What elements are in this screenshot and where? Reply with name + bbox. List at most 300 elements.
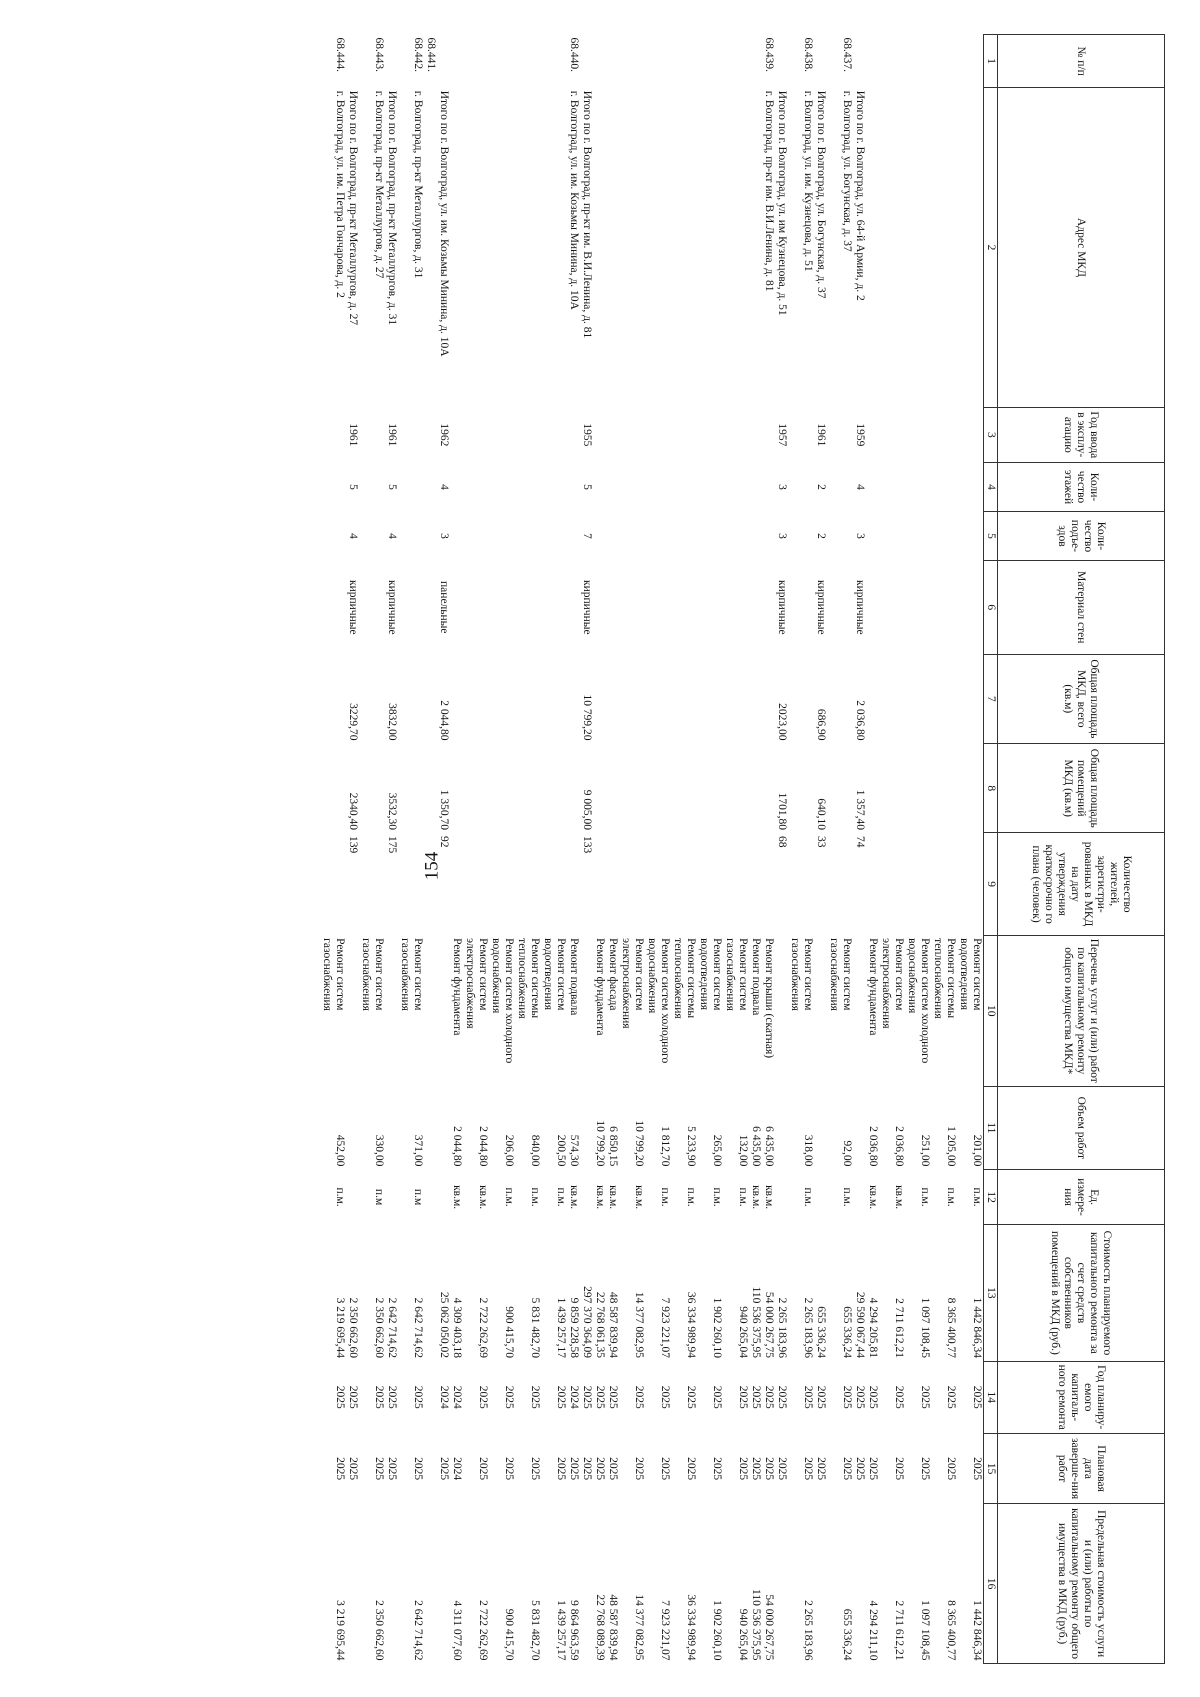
cell-col-5	[671, 511, 697, 560]
cell-col-12: п.м.	[945, 1187, 957, 1207]
cell-col-3	[957, 407, 984, 462]
cell-col-6	[463, 560, 489, 654]
table-row	[567, 35, 580, 1664]
cell-col-2	[541, 88, 567, 407]
cell-col-11: 6 435,00	[763, 1126, 775, 1167]
cell-col-5	[723, 511, 749, 560]
cell-col-4	[424, 463, 437, 512]
cell-col-13: 900 415,70	[503, 1306, 515, 1359]
table-row	[489, 35, 515, 1664]
page-number: 154	[421, 851, 443, 881]
cell-col-4	[450, 463, 463, 512]
cell-col-13: 2 642 714,62	[412, 1297, 424, 1359]
cell-col-9	[450, 833, 463, 935]
cell-col-13: 1 902 260,10	[711, 1297, 723, 1359]
cell-col-1	[931, 35, 957, 88]
cell-col-13: 2 642 714,62	[386, 1297, 398, 1359]
cell-col-14: 2025	[529, 1385, 541, 1409]
cell-col-13: 9 859 228,58	[568, 1297, 580, 1359]
cell-col-8: 1 350,70	[438, 789, 450, 830]
cell-col-8	[619, 744, 645, 833]
cell-col-6	[762, 560, 775, 654]
cell-col-14: 2024	[568, 1385, 580, 1409]
cell-col-9	[619, 833, 645, 935]
cell-col-5	[697, 511, 723, 560]
cell-col-10: Ремонт систем холодного водоснабжения	[490, 938, 515, 1064]
cell-col-1	[463, 35, 489, 88]
cell-col-5	[593, 511, 606, 560]
cell-col-13: 655 336,24	[815, 1306, 827, 1359]
cell-col-7	[723, 654, 749, 743]
cell-col-3: 1961	[815, 423, 827, 447]
cell-col-9: 133	[581, 835, 593, 854]
cell-col-4	[645, 463, 671, 512]
cell-col-1	[749, 35, 762, 88]
cell-col-14: 2025	[893, 1385, 905, 1409]
column-number: 11	[984, 1086, 998, 1169]
cell-col-12	[814, 1169, 827, 1224]
cell-col-15: 2025	[568, 1457, 580, 1481]
cell-col-5	[398, 511, 424, 560]
cell-col-12: п.м.	[919, 1187, 931, 1207]
table-row	[359, 35, 385, 1664]
cell-col-13: 22 768 061,35	[594, 1291, 606, 1359]
header-cell: Предельная стоимость услуги и (или) работы по капитальному ремонту общего имущества в МКД (руб.)	[998, 1504, 1165, 1664]
cell-col-9	[788, 833, 814, 935]
cell-col-5	[515, 511, 541, 560]
cell-col-13: 54 000 267,75	[763, 1291, 775, 1359]
cell-col-4	[723, 463, 749, 512]
cell-col-8	[931, 744, 957, 833]
cell-col-4	[567, 463, 580, 512]
cell-col-15: 2025	[529, 1457, 541, 1481]
cell-col-5: 3	[854, 533, 866, 539]
cell-col-13: 2 265 183,96	[776, 1297, 788, 1359]
cell-col-16: 2 711 612,21	[893, 1600, 905, 1661]
cell-col-15: 2025	[386, 1457, 398, 1481]
cell-col-11: 251,00	[919, 1134, 931, 1167]
cell-col-1	[775, 35, 788, 88]
cell-col-1	[957, 35, 984, 88]
cell-col-6	[723, 560, 749, 654]
cell-col-14: 2025	[841, 1385, 853, 1409]
cell-col-1	[905, 35, 931, 88]
table-row	[385, 35, 398, 1664]
cell-col-13: 2 711 612,21	[893, 1298, 905, 1359]
cell-col-12: кв.м.	[750, 1185, 762, 1210]
cell-col-13: 25 062 050,02	[438, 1291, 450, 1359]
cell-col-13: 4 309 403,18	[451, 1297, 463, 1359]
cell-col-11: 330,00	[373, 1134, 385, 1167]
cell-col-11: 201,00	[971, 1134, 983, 1167]
cell-col-3	[398, 407, 424, 462]
cell-col-14: 2024	[451, 1385, 463, 1409]
cell-col-13: 7 923 221,07	[659, 1297, 671, 1359]
cell-col-2: Итого по г. Волгоград, ул. им Кузнецова, д. 51	[776, 90, 788, 316]
cell-col-1	[619, 35, 645, 88]
cell-col-4	[359, 463, 385, 512]
cell-col-15: 2025	[776, 1457, 788, 1481]
cell-col-7	[606, 654, 619, 743]
cell-col-15: 2025	[438, 1457, 450, 1481]
cell-col-13: 2 722 262,69	[477, 1297, 489, 1359]
cell-col-16: 1 442 846,34	[971, 1600, 983, 1661]
cell-col-5	[463, 511, 489, 560]
table-row	[749, 35, 762, 1664]
cell-col-2: Итого по г. Волгоград, ул. 64-й Армии, д. 2	[854, 90, 866, 301]
table-row	[515, 35, 541, 1664]
cell-col-15: 2025	[919, 1457, 931, 1481]
cell-col-13: 5 831 482,70	[529, 1297, 541, 1359]
cell-col-4	[957, 463, 984, 512]
cell-col-8	[489, 744, 515, 833]
cell-col-5	[450, 511, 463, 560]
cell-col-8	[762, 744, 775, 833]
cell-col-3	[788, 407, 814, 462]
cell-col-15: 2025	[867, 1457, 879, 1481]
cell-col-15: 2025	[750, 1457, 762, 1481]
cell-col-4: 4	[438, 484, 450, 490]
table-row	[827, 35, 853, 1664]
cell-col-7	[905, 654, 931, 743]
cell-col-13: 48 587 839,94	[607, 1291, 619, 1359]
cell-col-14: 2025	[685, 1385, 697, 1409]
cell-col-6	[879, 560, 905, 654]
column-number: 2	[984, 88, 998, 407]
cell-col-4	[619, 463, 645, 512]
cell-col-9	[424, 833, 437, 935]
cell-col-2	[619, 88, 645, 407]
cell-col-14: 2025	[945, 1385, 957, 1409]
cell-col-9	[541, 833, 567, 935]
column-number: 12	[984, 1169, 998, 1224]
cell-col-15: 2025	[594, 1457, 606, 1481]
cell-col-7: 3229,70	[347, 703, 359, 741]
cell-col-10: Ремонт систем электроснабжения	[880, 938, 905, 1029]
cell-col-5	[762, 511, 775, 560]
cell-col-4: 5	[581, 484, 593, 490]
cell-col-4	[866, 463, 879, 512]
cell-col-13: 2 350 662,60	[373, 1297, 385, 1359]
cell-col-7	[879, 654, 905, 743]
cell-col-2	[879, 88, 905, 407]
cell-col-16: 9 864 963,59	[568, 1600, 580, 1661]
cell-col-11: 574,30	[568, 1134, 580, 1167]
cell-col-12: п.м.	[685, 1187, 697, 1207]
cell-col-13: 1 442 846,34	[971, 1297, 983, 1359]
cell-col-8	[567, 744, 580, 833]
cell-col-5	[749, 511, 762, 560]
cell-col-10: Ремонт крыши (скатная)	[763, 938, 775, 1059]
cell-col-9	[398, 833, 424, 935]
cell-col-1	[489, 35, 515, 88]
cell-col-7	[762, 654, 775, 743]
cell-col-2: Итого по г. Волгоград, ул. Богунская, д. 37	[815, 90, 827, 299]
cell-col-8	[515, 744, 541, 833]
cell-col-15: 2025	[633, 1457, 645, 1481]
cell-col-3	[905, 407, 931, 462]
cell-col-1: 68.444.	[334, 37, 346, 72]
cell-col-2	[606, 88, 619, 407]
cell-col-12: п.м.	[529, 1187, 541, 1207]
cell-col-14: 2025	[802, 1385, 814, 1409]
cell-col-8	[866, 744, 879, 833]
cell-col-3	[866, 407, 879, 462]
cell-col-8	[606, 744, 619, 833]
cell-col-12	[580, 1169, 593, 1224]
repair-plan-table	[320, 34, 1165, 1664]
cell-col-11	[424, 1086, 437, 1169]
cell-col-7	[697, 654, 723, 743]
cell-col-6: кирпичные	[347, 579, 359, 635]
cell-col-11: 206,00	[503, 1134, 515, 1167]
cell-col-1	[671, 35, 697, 88]
cell-col-4	[515, 463, 541, 512]
cell-col-14	[424, 1361, 437, 1433]
cell-col-6	[450, 560, 463, 654]
column-number: 3	[984, 407, 998, 462]
cell-col-2: г. Волгоград, ул. им. Петра Гончарова, д. 2	[334, 90, 346, 298]
cell-col-12: п.м	[373, 1188, 385, 1206]
cell-col-12: п.м.	[503, 1187, 515, 1207]
cell-col-15: 2025	[815, 1457, 827, 1481]
cell-col-9	[749, 833, 762, 935]
column-number: 9	[984, 833, 998, 935]
header-cell: Адрес МКД	[998, 88, 1165, 407]
cell-col-3: 1957	[776, 423, 788, 447]
table-row	[931, 35, 957, 1664]
table-row	[606, 35, 619, 1664]
cell-col-6: кирпичные	[854, 579, 866, 635]
cell-col-9: 92	[438, 835, 450, 848]
cell-col-3	[359, 407, 385, 462]
header-cell: Материал стен	[998, 560, 1165, 654]
cell-col-14: 2025	[776, 1385, 788, 1409]
cell-col-12: п.м.	[334, 1187, 346, 1207]
cell-col-5	[320, 511, 346, 560]
cell-col-12: п.м.	[802, 1187, 814, 1207]
cell-col-13: 297 370 364,09	[581, 1286, 593, 1359]
table-row	[853, 35, 866, 1664]
cell-col-5: 4	[386, 533, 398, 539]
cell-col-14: 2025	[477, 1385, 489, 1409]
cell-col-12	[437, 1169, 450, 1224]
cell-col-11	[580, 1086, 593, 1169]
table-row	[866, 35, 879, 1664]
cell-col-14: 2025	[659, 1385, 671, 1409]
cell-col-6	[567, 560, 580, 654]
cell-col-9	[827, 833, 853, 935]
cell-col-13: 655 336,24	[841, 1306, 853, 1359]
table-row	[320, 35, 346, 1664]
cell-col-5	[619, 511, 645, 560]
cell-col-2	[489, 88, 515, 407]
cell-col-6	[697, 560, 723, 654]
cell-col-16: 2 642 714,62	[412, 1600, 424, 1661]
cell-col-14: 2025	[555, 1385, 567, 1409]
cell-col-16	[775, 1504, 788, 1664]
cell-col-16: 22 768 089,39	[594, 1594, 606, 1661]
cell-col-16: 3 219 695,44	[334, 1600, 346, 1661]
table-row	[905, 35, 931, 1664]
cell-col-15: 2025	[477, 1457, 489, 1481]
cell-col-14: 2025	[386, 1385, 398, 1409]
cell-col-10: Ремонт системы теплоснабжения	[516, 938, 541, 1019]
cell-col-6	[424, 560, 437, 654]
cell-col-3	[762, 407, 775, 462]
cell-col-5: 4	[347, 533, 359, 539]
cell-col-3	[450, 407, 463, 462]
cell-col-4	[489, 463, 515, 512]
cell-col-11: 840,00	[529, 1134, 541, 1167]
cell-col-12: кв.м.	[477, 1185, 489, 1210]
cell-col-16: 655 336,24	[841, 1608, 853, 1661]
cell-col-8	[398, 744, 424, 833]
cell-col-14: 2025	[737, 1385, 749, 1409]
cell-col-10: Ремонт систем газоснабжения	[828, 938, 853, 1011]
cell-col-7: 2023,00	[776, 703, 788, 741]
cell-col-1	[385, 35, 398, 88]
header-cell: Общая площадь МКД, всего (кв.м)	[998, 654, 1165, 743]
cell-col-7: 3832,00	[386, 703, 398, 741]
cell-col-16: 7 923 221,07	[659, 1600, 671, 1661]
cell-col-2: Итого по г. Волгоград, пр-кт им. В.И.Ленина, д. 81	[581, 90, 593, 339]
cell-col-7	[320, 654, 346, 743]
cell-col-6	[606, 560, 619, 654]
header-cell: Стоимость планируемого капитального ремонта за счет средств собственников помещений в МКД (руб.)	[998, 1225, 1165, 1361]
cell-col-7: 2 036,80	[854, 700, 866, 741]
column-number: 1	[984, 35, 998, 88]
cell-col-9	[697, 833, 723, 935]
cell-col-16: 4 294 211,10	[867, 1600, 879, 1661]
cell-col-10: Ремонт систем холодного водоснабжения	[646, 938, 671, 1064]
cell-col-11: 5 233,90	[685, 1126, 697, 1167]
cell-col-6	[905, 560, 931, 654]
cell-col-11: 10 799,20	[633, 1120, 645, 1167]
cell-col-7	[671, 654, 697, 743]
cell-col-8	[749, 744, 762, 833]
column-number: 8	[984, 744, 998, 833]
cell-col-5	[879, 511, 905, 560]
column-number: 10	[984, 935, 998, 1086]
cell-col-9	[567, 833, 580, 935]
cell-col-16	[385, 1504, 398, 1664]
cell-col-1	[645, 35, 671, 88]
cell-col-16: 14 377 082,95	[633, 1594, 645, 1661]
cell-col-5	[827, 511, 853, 560]
cell-col-8	[593, 744, 606, 833]
cell-col-15: 2025	[945, 1457, 957, 1481]
cell-col-7	[957, 654, 984, 743]
cell-col-11: 2 036,80	[867, 1126, 879, 1167]
column-number: 6	[984, 560, 998, 654]
cell-col-1	[697, 35, 723, 88]
cell-col-7	[619, 654, 645, 743]
cell-col-12: кв.м.	[893, 1185, 905, 1210]
cell-col-4	[593, 463, 606, 512]
cell-col-16	[424, 1504, 437, 1664]
cell-col-1	[723, 35, 749, 88]
cell-col-3	[931, 407, 957, 462]
cell-col-14: 2025	[607, 1385, 619, 1409]
cell-col-4	[931, 463, 957, 512]
cell-col-3	[606, 407, 619, 462]
cell-col-11	[775, 1086, 788, 1169]
cell-col-6	[359, 560, 385, 654]
cell-col-11: 2 044,80	[477, 1126, 489, 1167]
cell-col-6	[515, 560, 541, 654]
cell-col-12	[424, 1169, 437, 1224]
cell-col-7	[645, 654, 671, 743]
cell-col-7	[567, 654, 580, 743]
cell-col-7	[359, 654, 385, 743]
cell-col-15: 2025	[347, 1457, 359, 1481]
cell-col-14: 2025	[750, 1385, 762, 1409]
table-row	[775, 35, 788, 1664]
cell-col-7: 10 799,20	[581, 694, 593, 741]
cell-col-9	[515, 833, 541, 935]
cell-col-5	[489, 511, 515, 560]
cell-col-15: 2025	[711, 1457, 723, 1481]
cell-col-13: 14 377 082,95	[633, 1291, 645, 1359]
cell-col-8	[463, 744, 489, 833]
cell-col-12: п.м.	[841, 1187, 853, 1207]
cell-col-10	[814, 935, 827, 1086]
cell-col-15: 2024	[451, 1457, 463, 1481]
header-cell: № п/п	[998, 35, 1165, 88]
table-row	[697, 35, 723, 1664]
cell-col-6	[931, 560, 957, 654]
cell-col-14: 2025	[412, 1385, 424, 1409]
cell-col-2	[645, 88, 671, 407]
cell-col-11: 452,00	[334, 1134, 346, 1167]
cell-col-4: 3	[776, 484, 788, 490]
cell-col-11	[437, 1086, 450, 1169]
cell-col-6: кирпичные	[386, 579, 398, 635]
cell-col-2: г. Волгоград, ул. им. Козьмы Минина, д. 10А	[568, 90, 580, 310]
cell-col-12: кв.м.	[607, 1185, 619, 1210]
cell-col-10	[424, 935, 437, 1086]
cell-col-3: 1961	[386, 423, 398, 447]
cell-col-4	[827, 463, 853, 512]
cell-col-12: кв.м.	[451, 1185, 463, 1210]
cell-col-16: 2 722 262,69	[477, 1600, 489, 1661]
cell-col-8	[450, 744, 463, 833]
cell-col-16: 8 365 400,77	[945, 1600, 957, 1661]
cell-col-3: 1955	[581, 423, 593, 447]
cell-col-15: 2025	[893, 1457, 905, 1481]
cell-col-11: 200,50	[555, 1134, 567, 1167]
header-cell: Ед. измере-ния	[998, 1169, 1165, 1224]
cell-col-9	[762, 833, 775, 935]
cell-col-14: 2025	[815, 1385, 827, 1409]
cell-col-13: 8 365 400,77	[945, 1297, 957, 1359]
cell-col-10: Ремонт систем водоотведения	[542, 938, 567, 1011]
cell-col-15: 2025	[737, 1457, 749, 1481]
cell-col-14: 2025	[919, 1385, 931, 1409]
cell-col-10	[437, 935, 450, 1086]
cell-col-6	[593, 560, 606, 654]
cell-col-1	[450, 35, 463, 88]
cell-col-6: кирпичные	[776, 579, 788, 635]
cell-col-13: 1 097 108,45	[919, 1297, 931, 1359]
cell-col-7: 686,90	[815, 708, 827, 741]
cell-col-9	[723, 833, 749, 935]
cell-col-2: г. Волгоград, пр-кт Металлургов, д. 31	[412, 90, 424, 279]
cell-col-5: 3	[776, 533, 788, 539]
cell-col-7	[931, 654, 957, 743]
cell-col-9	[645, 833, 671, 935]
